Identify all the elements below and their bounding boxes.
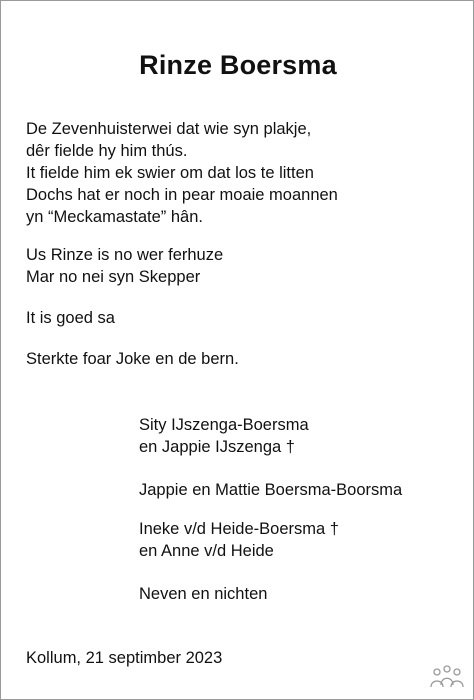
deceased-name: Rinze Boersma — [139, 50, 337, 80]
family-group — [139, 414, 309, 458]
move-line: Mar no nei syn Skepper — [26, 268, 201, 286]
family-member: Sity IJszenga-Boersma — [139, 416, 309, 434]
poem-line: dêr fielde hy him thús. — [26, 142, 188, 160]
condolence-line: Sterkte foar Joke en de bern. — [26, 350, 239, 368]
family-member: en Jappie IJszenga † — [139, 438, 295, 456]
family-group — [139, 479, 402, 501]
closing-phrase: It is goed sa — [26, 309, 115, 327]
family-member: Ineke v/d Heide-Boersma † — [139, 520, 339, 538]
move-verse — [26, 244, 223, 288]
family-group — [139, 583, 267, 605]
poem-line: yn “Meckamastate” hân. — [26, 208, 203, 226]
move-line: Us Rinze is no wer ferhuze — [26, 246, 224, 264]
family-member: Jappie en Mattie Boersma-Boorsma — [139, 481, 403, 499]
poem-line: De Zevenhuisterwei dat wie syn plakje, — [26, 120, 312, 138]
family-member: Neven en nichten — [139, 585, 268, 603]
poem-line: It fielde him ek swier om dat los te litten — [26, 164, 314, 182]
poem — [26, 118, 338, 228]
poem-line: Dochs hat er noch in pear moaie moannen — [26, 186, 338, 204]
family-group — [139, 518, 339, 562]
people-group-icon — [429, 663, 465, 691]
place-and-date: Kollum, 21 septimber 2023 — [26, 649, 223, 667]
family-member: en Anne v/d Heide — [139, 542, 274, 560]
